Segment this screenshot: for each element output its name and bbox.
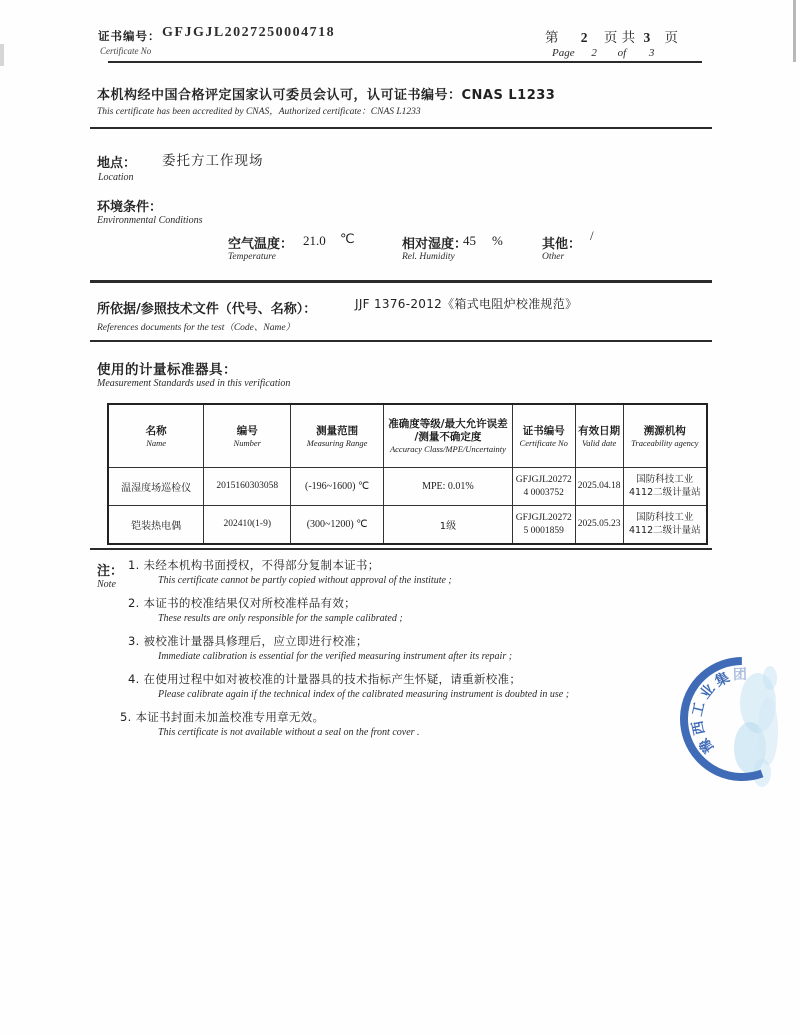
seal-watermark-blob [763,666,777,690]
cert-no-label: 证书编号： [98,29,161,43]
note-en: Please calibrate again if the technical index of the calibrated measuring instrument is doubted in use ; [158,689,570,700]
col-header-agency-zh: 溯源机构 [643,424,686,437]
notes-label-en: Note [97,579,116,590]
cell-range: (-196~1600) ℃ [291,468,384,506]
col-header-validdate-en: Valid date [582,437,617,448]
company-seal-stamp [650,643,800,803]
standards-table [107,403,708,545]
other-label: 其他： [542,237,582,252]
note-en: These results are only responsible for the sample calibrated ; [158,613,403,624]
page-total: 3 [643,30,651,45]
note-zh: 2. 本证书的校准结果仅对所校准样品有效； [128,596,356,610]
col-header-name-zh: 名称 [145,424,167,437]
col-header-number-zh: 编号 [236,424,258,437]
col-header-name-en: Name [146,437,167,448]
cell-accuracy: 1级 [384,506,513,545]
cell-name: 温湿度场巡检仪 [108,468,204,506]
note-en: Immediate calibration is essential for the verified measuring instrument after its repair ; [158,651,513,662]
note-zh: 5. 本证书封面未加盖校准专用章无效。 [120,710,325,724]
col-header-name [108,404,204,468]
page-zh-suffix: 页 [664,30,678,46]
references-label-en: References documents for the test（Code、Name） [97,323,296,333]
cert-no-value: GFJGJL2027250004718 [162,25,336,40]
divider-header [108,61,702,63]
note-zh: 4. 在使用过程中如对被校准的计量器具的技术指标产生怀疑，请重新校准； [128,672,522,686]
col-header-certno-zh: 证书编号 [522,424,565,437]
humidity-label: 相对湿度： [402,237,468,252]
divider-table [90,548,712,550]
notes-label: 注： [97,564,124,579]
cell-agency: 国防科技工业4112二级计量站 [623,468,707,506]
col-header-range-en: Measuring Range [306,437,368,448]
other-label-en: Other [542,252,565,262]
humidity-value: 45 [463,233,476,248]
col-header-certno [512,404,575,468]
note-zh: 1. 未经本机构书面授权，不得部分复制本证书； [128,558,380,572]
page-indicator-en [552,47,654,59]
divider-accreditation [90,127,712,129]
location-label: 地点： [97,156,137,171]
accreditation-zh: 本机构经中国合格评定国家认可委员会认可，认可证书编号：CNAS L1233 [97,88,556,103]
page-zh-prefix: 第 [545,30,559,46]
page-number: 2 [580,30,588,45]
seal-char: 工 [689,700,709,718]
table-header-row [108,404,707,468]
scan-artifact [0,44,4,66]
seal-char: 集 [712,669,733,691]
col-header-validdate [575,404,623,468]
notes-list [120,557,620,747]
cell-number: 202410(1-9) [204,506,291,545]
col-header-agency-en: Traceability agency [631,437,699,448]
page-en-total: 3 [648,47,655,59]
col-header-range [291,404,384,468]
location-label-en: Location [98,172,134,183]
temperature-unit: ℃ [340,232,355,247]
cell-number: 2015160303058 [204,468,291,506]
seal-char: 业 [697,681,719,703]
other-value: / [590,228,594,243]
cell-validdate: 2025.04.18 [575,468,623,506]
seal-watermark-blob [758,697,778,765]
col-header-agency [623,404,707,468]
col-header-number-en: Number [233,437,261,448]
location-value: 委托方工作现场 [162,153,264,169]
col-header-number [204,404,291,468]
standards-label-en: Measurement Standards used in this verification [97,378,291,389]
page-en-of: of [617,47,627,59]
temperature-label-en: Temperature [228,252,276,262]
environment-label-en: Environmental Conditions [97,215,203,226]
cell-validdate: 2025.05.23 [575,506,623,545]
col-header-range-zh: 测量范围 [316,424,359,437]
cell-name: 铠装热电偶 [108,506,204,545]
seal-char: 团 [732,666,748,684]
temperature-value: 21.0 [303,233,326,248]
scan-artifact [793,0,796,62]
note-item [120,671,620,700]
page-indicator [545,26,678,46]
table-row [108,468,707,506]
col-header-accuracy [384,404,513,468]
humidity-unit: % [492,233,503,248]
page-zh-mid: 页 共 [603,30,636,46]
page-en-word: Page [552,47,575,59]
note-en: This certificate cannot be partly copied without approval of the institute ; [158,575,452,586]
col-header-accuracy-zh1: 准确度等级/最大允许误差 [388,417,508,430]
cell-certno: GFJGJL202725 0001859 [512,506,575,545]
col-header-accuracy-en: Accuracy Class/MPE/Uncertainty [389,444,506,455]
cert-no-label-en: Certificate No [100,46,152,56]
col-header-validdate-zh: 有效日期 [578,424,621,437]
cell-certno: GFJGJL202724 0003752 [512,468,575,506]
note-item [120,557,620,586]
cell-agency: 国防科技工业4112二级计量站 [623,506,707,545]
page-en-number: 2 [591,47,597,59]
environment-label: 环境条件： [97,200,163,215]
references-label: 所依据/参照技术文件（代号、名称）： [97,302,317,317]
cell-accuracy: MPE: 0.01% [384,468,513,506]
note-zh: 3. 被校准计量器具修理后，应立即进行校准； [128,634,368,648]
seal-char: 豫 [696,734,718,756]
table-row [108,506,707,545]
standards-label: 使用的计量标准器具： [97,362,237,378]
note-item [120,633,620,662]
humidity-label-en: Rel. Humidity [402,252,455,262]
col-header-certno-en: Certificate No [519,437,568,448]
cell-range: (300~1200) ℃ [291,506,384,545]
references-value: JJF 1376-2012《箱式电阻炉校准规范》 [355,297,578,311]
seal-char: 西 [689,719,709,737]
divider-environment [90,280,712,283]
col-header-accuracy-zh2: /测量不确定度 [414,430,482,443]
note-en: This certificate is not available without a seal on the front cover . [158,727,420,738]
accreditation-en: This certificate has been accredited by CNAS，Authorized certificate：CNAS L1233 [97,107,421,117]
divider-references [90,340,712,342]
note-item [120,595,620,624]
note-item [120,709,620,738]
temperature-label: 空气温度： [228,237,294,252]
